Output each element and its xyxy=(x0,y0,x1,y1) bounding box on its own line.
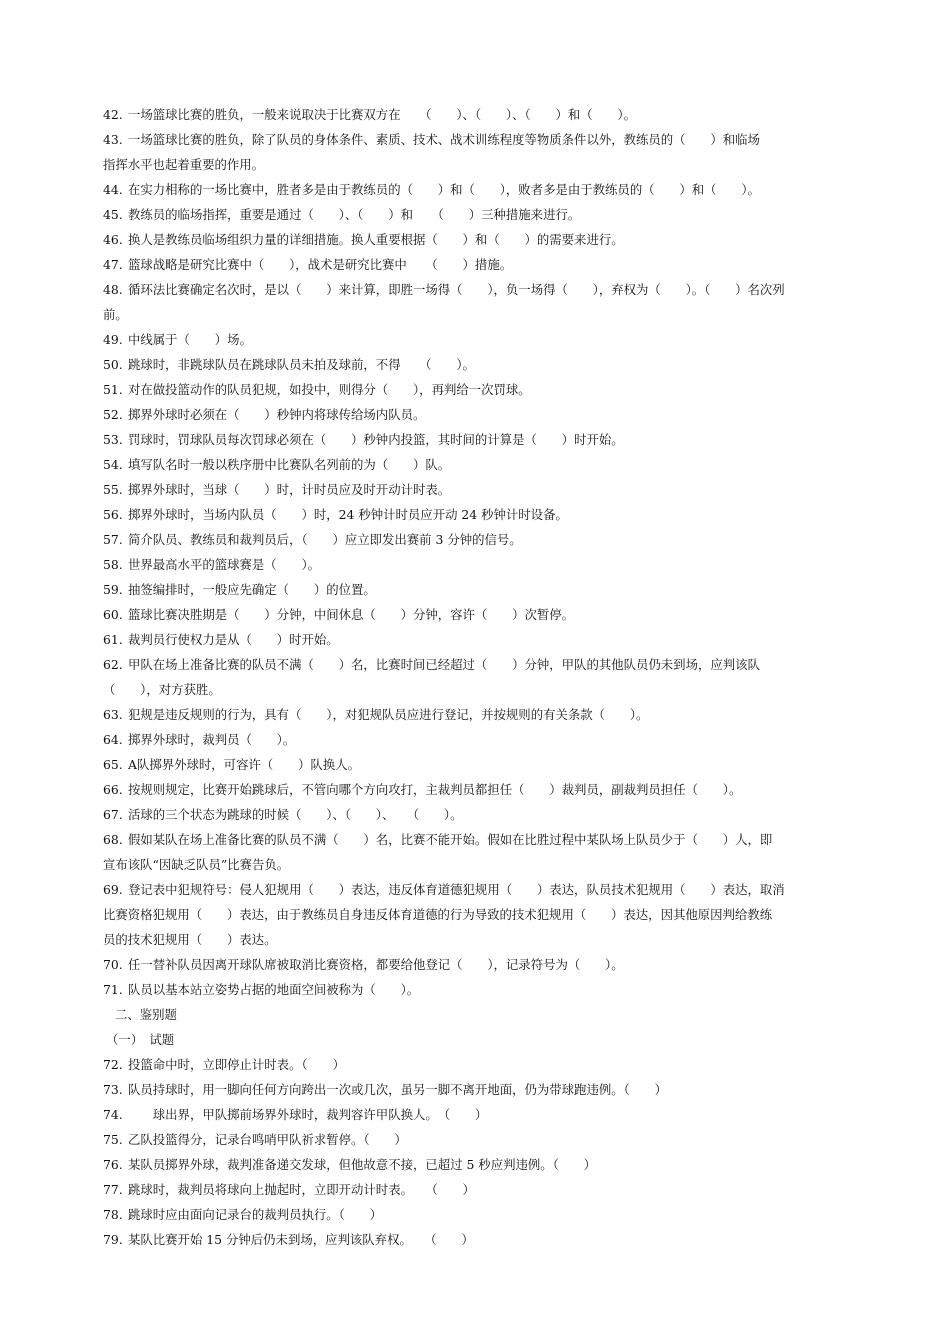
question-item xyxy=(103,177,851,202)
question-text: 登记表中犯规符号：侵人犯规用（ ）表达，违反体育道德犯规用（ ）表达，队员技术犯规用（ ）表达，取消 xyxy=(128,882,785,897)
question-number: 52. xyxy=(103,407,123,422)
question-number: 54. xyxy=(103,457,123,472)
question-continuation xyxy=(103,302,851,327)
question-number: 68. xyxy=(103,832,123,847)
question-text: 乙队投篮得分，记录台鸣哨甲队祈求暂停。（ ） xyxy=(128,1132,407,1147)
question-text: 篮球战略是研究比赛中（ ），战术是研究比赛中 （ ）措施。 xyxy=(128,257,513,272)
judge-item xyxy=(103,1077,851,1102)
question-number: 43. xyxy=(103,132,123,147)
question-number: 75. xyxy=(103,1132,123,1147)
judge-item xyxy=(103,1202,851,1227)
question-text: 某队员掷界外球，裁判准备递交发球，但他故意不接，已超过 5 秒应判违例。（ ） xyxy=(128,1157,597,1172)
question-number: 62. xyxy=(103,657,123,672)
question-item xyxy=(103,577,851,602)
question-continuation xyxy=(103,152,851,177)
question-item xyxy=(103,602,851,627)
question-text: 抽签编排时，一般应先确定（ ）的位置。 xyxy=(128,582,376,597)
question-item xyxy=(103,702,851,727)
question-number: 59. xyxy=(103,582,123,597)
question-text: 简介队员、教练员和裁判员后，（ ）应立即发出赛前 3 分钟的信号。 xyxy=(128,532,522,547)
question-continuation xyxy=(103,852,851,877)
question-number: 79. xyxy=(103,1232,123,1247)
question-item xyxy=(103,552,851,577)
question-text: 按规则规定，比赛开始跳球后，不管向哪个方向攻打，主裁判员都担任（ ）裁判员，副裁判员担任（ ）。 xyxy=(128,782,742,797)
question-item xyxy=(103,377,851,402)
judge-item xyxy=(103,1227,851,1252)
question-text: 跳球时，非跳球队员在跳球队员未拍及球前，不得 （ ）。 xyxy=(128,357,475,372)
question-text: 队员以基本站立姿势占据的地面空间被称为（ ）。 xyxy=(128,982,420,997)
question-item xyxy=(103,327,851,352)
subsection-title: （一） 试题 xyxy=(106,1032,175,1047)
judge-item xyxy=(103,1052,851,1077)
question-item xyxy=(103,477,851,502)
question-item xyxy=(103,402,851,427)
question-text: 甲队在场上准备比赛的队员不满（ ）名，比赛时间已经超过（ ）分钟，甲队的其他队员仍未到场，应判该队 xyxy=(128,657,760,672)
question-number: 63. xyxy=(103,707,123,722)
question-item xyxy=(103,502,851,527)
question-text: 掷界外球时，裁判员（ ）。 xyxy=(128,732,296,747)
question-number: 69. xyxy=(103,882,123,897)
question-continuation xyxy=(103,902,851,927)
question-text: 篮球比赛决胜期是（ ）分钟，中间休息（ ）分钟，容许（ ）次暂停。 xyxy=(128,607,575,622)
question-item xyxy=(103,277,851,302)
question-item xyxy=(103,652,851,677)
question-item xyxy=(103,202,851,227)
question-text: A队掷界外球时，可容许（ ）队换人。 xyxy=(128,757,360,772)
question-number: 66. xyxy=(103,782,123,797)
question-item xyxy=(103,827,851,852)
judge-item xyxy=(103,1127,851,1152)
question-text: 跳球时，裁判员将球向上抛起时，立即开动计时表。 （ ） xyxy=(128,1182,475,1197)
question-text: 球出界，甲队掷前场界外球时，裁判容许甲队换人。 （ ） xyxy=(128,1107,488,1122)
question-text: 活球的三个状态为跳球的时候（ ）、（ ）、 （ ）。 xyxy=(128,807,463,822)
question-text: 掷界外球时，当场内队员（ ）时，24 秒钟计时员应开动 24 秒钟计时设备。 xyxy=(128,507,568,522)
question-number: 47. xyxy=(103,257,123,272)
question-number: 74. xyxy=(103,1107,123,1122)
question-number: 64. xyxy=(103,732,123,747)
question-number: 65. xyxy=(103,757,123,772)
question-item xyxy=(103,777,851,802)
question-text: 任一替补队员因离开球队席被取消比赛资格，都要给他登记（ ），记录符号为（ ）。 xyxy=(128,957,624,972)
question-item xyxy=(103,352,851,377)
question-number: 56. xyxy=(103,507,123,522)
question-number: 58. xyxy=(103,557,123,572)
question-number: 67. xyxy=(103,807,123,822)
question-text: 罚球时，罚球队员每次罚球必须在（ ）秒钟内投篮，其时间的计算是（ ）时开始。 xyxy=(128,432,624,447)
question-list xyxy=(103,102,851,1252)
question-item xyxy=(103,952,851,977)
question-number: 45. xyxy=(103,207,123,222)
question-number: 71. xyxy=(103,982,123,997)
question-text: 循环法比赛确定名次时，是以（ ）来计算，即胜一场得（ ），负一场得（ ），弃权为（ ）。（ ）名次列 xyxy=(128,282,785,297)
question-number: 51. xyxy=(103,382,123,397)
question-text: 宣布该队“因缺乏队员”比赛告负。 xyxy=(103,857,290,872)
question-text: 换人是教练员临场组织力量的详细措施。换人重要根据（ ）和（ ）的需要来进行。 xyxy=(128,232,624,247)
question-text: 假如某队在场上准备比赛的队员不满（ ）名，比赛不能开始。假如在比胜过程中某队场上队员少于（ ）人，即 xyxy=(128,832,773,847)
question-item xyxy=(103,802,851,827)
judge-item xyxy=(103,1102,851,1127)
question-item xyxy=(103,527,851,552)
question-number: 76. xyxy=(103,1157,123,1172)
question-item xyxy=(103,727,851,752)
question-number: 73. xyxy=(103,1082,123,1097)
question-text: 掷界外球时，当球（ ）时，计时员应及时开动计时表。 xyxy=(128,482,451,497)
question-number: 48. xyxy=(103,282,123,297)
question-text: 跳球时应由面向记录台的裁判员执行。（ ） xyxy=(128,1207,383,1222)
question-number: 44. xyxy=(103,182,123,197)
question-item xyxy=(103,977,851,1002)
question-number: 50. xyxy=(103,357,123,372)
question-text: 一场篮球比赛的胜负，一般来说取决于比赛双方在 （ ）、（ ）、（ ）和（ ）。 xyxy=(128,107,636,122)
section-title: 二、鉴别题 xyxy=(115,1007,177,1022)
question-text: 教练员的临场指挥，重要是通过（ ）、（ ）和 （ ）三种措施来进行。 xyxy=(128,207,581,222)
question-text: 掷界外球时必须在（ ）秒钟内将球传给场内队员。 xyxy=(128,407,426,422)
question-text: 中线属于（ ）场。 xyxy=(128,332,252,347)
question-item xyxy=(103,127,851,152)
question-text: 一场篮球比赛的胜负，除了队员的身体条件、素质、技术、战术训练程度等物质条件以外，教练员的（ ）和临场 xyxy=(128,132,760,147)
question-text: （ ），对方获胜。 xyxy=(103,682,221,697)
question-text: 世界最高水平的篮球赛是（ ）。 xyxy=(128,557,321,572)
question-item xyxy=(103,627,851,652)
question-number: 42. xyxy=(103,107,123,122)
question-item xyxy=(103,877,851,902)
question-number: 72. xyxy=(103,1057,123,1072)
question-number: 61. xyxy=(103,632,123,647)
question-text: 员的技术犯规用（ ）表达。 xyxy=(103,932,277,947)
question-number: 57. xyxy=(103,532,123,547)
question-item xyxy=(103,452,851,477)
question-number: 46. xyxy=(103,232,123,247)
question-text: 填写队名时一般以秩序册中比赛队名列前的为（ ）队。 xyxy=(128,457,451,472)
judge-item xyxy=(103,1177,851,1202)
question-text: 犯规是违反规则的行为，具有（ ），对犯规队员应进行登记，并按规则的有关条款（ ）。 xyxy=(128,707,649,722)
question-text: 前。 xyxy=(103,307,128,322)
question-item xyxy=(103,427,851,452)
question-item xyxy=(103,102,851,127)
question-item xyxy=(103,252,851,277)
question-number: 55. xyxy=(103,482,123,497)
question-continuation xyxy=(103,677,851,702)
question-text: 比赛资格犯规用（ ）表达，由于教练员自身违反体育道德的行为导致的技术犯规用（ ）表达，因其他原因判给教练 xyxy=(103,907,773,922)
question-item xyxy=(103,752,851,777)
question-text: 某队比赛开始 15 分钟后仍未到场，应判该队弃权。 （ ） xyxy=(128,1232,474,1247)
question-number: 78. xyxy=(103,1207,123,1222)
question-text: 投篮命中时，立即停止计时表。（ ） xyxy=(128,1057,345,1072)
question-text: 在实力相称的一场比赛中，胜者多是由于教练员的（ ）和（ ），败者多是由于教练员的（ ）和（ ）。 xyxy=(128,182,760,197)
judge-item xyxy=(103,1152,851,1177)
question-number: 77. xyxy=(103,1182,123,1197)
question-number: 60. xyxy=(103,607,123,622)
question-number: 49. xyxy=(103,332,123,347)
question-number: 53. xyxy=(103,432,123,447)
question-text: 队员持球时，用一脚向任何方向跨出一次或几次，虽另一脚不离开地面，仍为带球跑违例。（ ） xyxy=(128,1082,667,1097)
question-number: 70. xyxy=(103,957,123,972)
question-item xyxy=(103,227,851,252)
question-continuation xyxy=(103,927,851,952)
question-text: 指挥水平也起着重要的作用。 xyxy=(103,157,265,172)
question-text: 裁判员行使权力是从（ ）时开始。 xyxy=(128,632,339,647)
question-text: 对在做投篮动作的队员犯规，如投中，则得分（ ），再判给一次罚球。 xyxy=(128,382,531,397)
